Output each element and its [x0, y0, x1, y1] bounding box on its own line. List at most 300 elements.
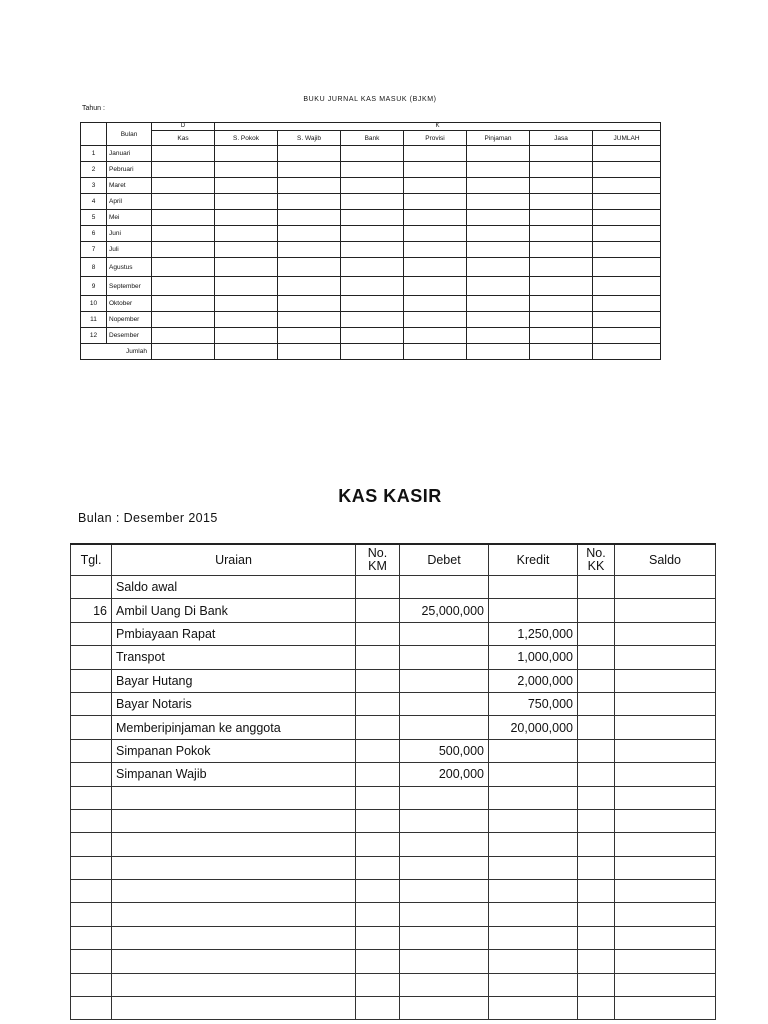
cell-no-km[interactable] — [356, 692, 400, 715]
kas-kasir-row — [71, 926, 716, 949]
bjkm-entry-cell[interactable] — [467, 146, 530, 162]
cell-debet[interactable] — [400, 973, 489, 996]
bjkm-entry-cell[interactable] — [404, 328, 467, 344]
bjkm-month-no: 8 — [81, 258, 107, 277]
bjkm-entry-cell[interactable] — [215, 162, 278, 178]
cell-kredit[interactable] — [489, 950, 578, 973]
cell-saldo[interactable] — [615, 833, 716, 856]
bjkm-entry-cell[interactable] — [593, 258, 661, 277]
bjkm-column-header: Provisi — [404, 131, 467, 146]
bjkm-entry-cell[interactable] — [593, 194, 661, 210]
cell-kredit[interactable] — [489, 576, 578, 599]
bjkm-month-row — [81, 194, 661, 210]
bjkm-month-no: 9 — [81, 277, 107, 296]
cell-uraian[interactable] — [112, 926, 356, 949]
kas-kasir-row — [71, 763, 716, 786]
bjkm-month-row — [81, 226, 661, 242]
cell-no-km[interactable] — [356, 622, 400, 645]
cell-saldo[interactable] — [615, 646, 716, 669]
bjkm-jumlah-cell[interactable] — [215, 344, 278, 360]
cell-tgl[interactable] — [71, 903, 112, 926]
bjkm-entry-cell[interactable] — [278, 162, 341, 178]
cell-no-kk[interactable] — [578, 833, 615, 856]
cell-no-kk[interactable] — [578, 646, 615, 669]
bjkm-entry-cell[interactable] — [593, 242, 661, 258]
cell-saldo[interactable] — [615, 576, 716, 599]
cell-tgl[interactable] — [71, 950, 112, 973]
bjkm-entry-cell[interactable] — [404, 312, 467, 328]
bjkm-entry-cell[interactable] — [215, 258, 278, 277]
bjkm-entry-cell[interactable] — [152, 328, 215, 344]
bjkm-entry-cell[interactable] — [467, 178, 530, 194]
bjkm-entry-cell[interactable] — [404, 194, 467, 210]
bjkm-entry-cell[interactable] — [593, 210, 661, 226]
bjkm-month-row — [81, 242, 661, 258]
bjkm-column-header: Bank — [341, 131, 404, 146]
cell-no-km[interactable] — [356, 833, 400, 856]
cell-no-kk[interactable] — [578, 763, 615, 786]
cell-uraian[interactable] — [112, 950, 356, 973]
header-debet: Debet — [400, 544, 489, 576]
kas-kasir-row — [71, 973, 716, 996]
kas-kasir-row — [71, 856, 716, 879]
bjkm-entry-cell[interactable] — [152, 258, 215, 277]
cell-no-km[interactable] — [356, 599, 400, 622]
bjkm-jumlah-label: Jumlah — [81, 344, 152, 360]
bjkm-jumlah-cell[interactable] — [404, 344, 467, 360]
cell-no-kk[interactable] — [578, 786, 615, 809]
cell-uraian[interactable] — [112, 833, 356, 856]
cell-uraian[interactable]: Bayar Notaris — [112, 692, 356, 715]
bjkm-month-row — [81, 312, 661, 328]
cell-saldo[interactable] — [615, 926, 716, 949]
cell-saldo[interactable] — [615, 786, 716, 809]
bjkm-entry-cell[interactable] — [215, 146, 278, 162]
cell-tgl[interactable] — [71, 669, 112, 692]
bjkm-month-name: September — [107, 277, 152, 296]
cell-tgl[interactable] — [71, 880, 112, 903]
bjkm-bulan-header: Bulan — [107, 123, 152, 146]
kas-kasir-row — [71, 997, 716, 1020]
bjkm-entry-cell[interactable] — [404, 258, 467, 277]
cell-saldo[interactable] — [615, 622, 716, 645]
cell-saldo[interactable] — [615, 763, 716, 786]
cell-debet[interactable] — [400, 833, 489, 856]
cell-uraian[interactable] — [112, 856, 356, 879]
bjkm-month-no: 1 — [81, 146, 107, 162]
kas-kasir-row — [71, 739, 716, 762]
bjkm-entry-cell[interactable] — [152, 242, 215, 258]
bjkm-entry-cell[interactable] — [152, 194, 215, 210]
bjkm-entry-cell[interactable] — [152, 226, 215, 242]
bjkm-entry-cell[interactable] — [530, 258, 593, 277]
cell-debet[interactable] — [400, 809, 489, 832]
cell-saldo[interactable] — [615, 599, 716, 622]
bjkm-entry-cell[interactable] — [341, 258, 404, 277]
cell-saldo[interactable] — [615, 669, 716, 692]
bjkm-month-no: 7 — [81, 242, 107, 258]
bjkm-entry-cell[interactable] — [341, 296, 404, 312]
cell-kredit[interactable] — [489, 763, 578, 786]
bjkm-entry-cell[interactable] — [593, 178, 661, 194]
bjkm-entry-cell[interactable] — [530, 162, 593, 178]
bjkm-entry-cell[interactable] — [278, 178, 341, 194]
cell-kredit[interactable] — [489, 833, 578, 856]
cell-no-kk[interactable] — [578, 809, 615, 832]
cell-tgl[interactable] — [71, 926, 112, 949]
cell-debet[interactable] — [400, 950, 489, 973]
cell-uraian[interactable]: Memberipinjaman ke anggota — [112, 716, 356, 739]
cell-no-km[interactable] — [356, 669, 400, 692]
cell-tgl[interactable]: 16 — [71, 599, 112, 622]
cell-no-kk[interactable] — [578, 692, 615, 715]
bjkm-entry-cell[interactable] — [341, 162, 404, 178]
bjkm-entry-cell[interactable] — [278, 277, 341, 296]
cell-debet[interactable] — [400, 926, 489, 949]
bjkm-entry-cell[interactable] — [530, 328, 593, 344]
kas-kasir-row — [71, 692, 716, 715]
bjkm-entry-cell[interactable] — [215, 194, 278, 210]
bjkm-entry-cell[interactable] — [404, 146, 467, 162]
cell-debet[interactable] — [400, 856, 489, 879]
bjkm-month-name: Oktober — [107, 296, 152, 312]
cell-no-km[interactable] — [356, 950, 400, 973]
cell-no-kk[interactable] — [578, 739, 615, 762]
bjkm-entry-cell[interactable] — [530, 194, 593, 210]
bjkm-jumlah-cell[interactable] — [152, 344, 215, 360]
cell-debet[interactable] — [400, 880, 489, 903]
cell-kredit[interactable] — [489, 599, 578, 622]
header-kredit: Kredit — [489, 544, 578, 576]
bjkm-debit-header: D — [152, 123, 215, 131]
bjkm-month-row — [81, 210, 661, 226]
cell-tgl[interactable] — [71, 856, 112, 879]
cell-kredit[interactable] — [489, 856, 578, 879]
cell-debet[interactable]: 500,000 — [400, 739, 489, 762]
cell-kredit[interactable]: 1,250,000 — [489, 622, 578, 645]
bjkm-entry-cell[interactable] — [404, 226, 467, 242]
bjkm-entry-cell[interactable] — [530, 277, 593, 296]
cell-no-km[interactable] — [356, 646, 400, 669]
header-saldo: Saldo — [615, 544, 716, 576]
cell-no-kk[interactable] — [578, 973, 615, 996]
bjkm-entry-cell[interactable] — [404, 210, 467, 226]
bjkm-entry-cell[interactable] — [152, 162, 215, 178]
bjkm-month-row — [81, 296, 661, 312]
bjkm-entry-cell[interactable] — [152, 277, 215, 296]
bjkm-column-header: Kas — [152, 131, 215, 146]
bjkm-entry-cell[interactable] — [278, 146, 341, 162]
bjkm-entry-cell[interactable] — [341, 146, 404, 162]
bjkm-entry-cell[interactable] — [467, 194, 530, 210]
cell-kredit[interactable] — [489, 809, 578, 832]
bjkm-month-name: Januari — [107, 146, 152, 162]
bjkm-month-no: 11 — [81, 312, 107, 328]
bjkm-entry-cell[interactable] — [467, 258, 530, 277]
bjkm-month-name: Desember — [107, 328, 152, 344]
cell-debet[interactable] — [400, 692, 489, 715]
bjkm-entry-cell[interactable] — [278, 312, 341, 328]
bjkm-entry-cell[interactable] — [593, 162, 661, 178]
kas-kasir-row — [71, 669, 716, 692]
kas-kasir-row — [71, 716, 716, 739]
bjkm-jumlah-cell[interactable] — [467, 344, 530, 360]
cell-saldo[interactable] — [615, 950, 716, 973]
cell-uraian[interactable]: Pmbiayaan Rapat — [112, 622, 356, 645]
bjkm-entry-cell[interactable] — [593, 277, 661, 296]
cell-tgl[interactable] — [71, 646, 112, 669]
cell-debet[interactable]: 200,000 — [400, 763, 489, 786]
cell-debet[interactable] — [400, 576, 489, 599]
bjkm-entry-cell[interactable] — [341, 328, 404, 344]
cell-saldo[interactable] — [615, 856, 716, 879]
cell-debet[interactable] — [400, 646, 489, 669]
cell-saldo[interactable] — [615, 973, 716, 996]
cell-no-kk[interactable] — [578, 599, 615, 622]
bjkm-kredit-header: K — [215, 123, 661, 131]
cell-uraian[interactable] — [112, 786, 356, 809]
bjkm-entry-cell[interactable] — [278, 296, 341, 312]
bjkm-jumlah-cell[interactable] — [593, 344, 661, 360]
cell-debet[interactable] — [400, 716, 489, 739]
cell-uraian[interactable]: Saldo awal — [112, 576, 356, 599]
cell-debet[interactable]: 25,000,000 — [400, 599, 489, 622]
cell-no-kk[interactable] — [578, 669, 615, 692]
cell-no-km[interactable] — [356, 997, 400, 1020]
cell-no-km[interactable] — [356, 786, 400, 809]
cell-uraian[interactable]: Simpanan Pokok — [112, 739, 356, 762]
cell-no-km[interactable] — [356, 576, 400, 599]
kas-kasir-row — [71, 833, 716, 856]
bjkm-month-name: Juni — [107, 226, 152, 242]
cell-tgl[interactable] — [71, 622, 112, 645]
bjkm-entry-cell[interactable] — [530, 178, 593, 194]
cell-no-kk[interactable] — [578, 950, 615, 973]
kas-kasir-row — [71, 809, 716, 832]
bjkm-entry-cell[interactable] — [278, 210, 341, 226]
cell-no-km[interactable] — [356, 856, 400, 879]
bjkm-entry-cell[interactable] — [467, 277, 530, 296]
cell-uraian[interactable]: Transpot — [112, 646, 356, 669]
bjkm-column-header: S. Wajib — [278, 131, 341, 146]
bjkm-entry-cell[interactable] — [278, 242, 341, 258]
kas-kasir-row — [71, 646, 716, 669]
cell-tgl[interactable] — [71, 833, 112, 856]
cell-kredit[interactable] — [489, 786, 578, 809]
bjkm-month-row — [81, 146, 661, 162]
cell-tgl[interactable] — [71, 809, 112, 832]
bjkm-entry-cell[interactable] — [278, 258, 341, 277]
bjkm-entry-cell[interactable] — [404, 296, 467, 312]
cell-no-km[interactable] — [356, 903, 400, 926]
bjkm-entry-cell[interactable] — [593, 226, 661, 242]
cell-uraian[interactable] — [112, 973, 356, 996]
bjkm-entry-cell[interactable] — [467, 296, 530, 312]
cell-saldo[interactable] — [615, 997, 716, 1020]
cell-uraian[interactable]: Ambil Uang Di Bank — [112, 599, 356, 622]
bjkm-entry-cell[interactable] — [215, 210, 278, 226]
bjkm-entry-cell[interactable] — [593, 296, 661, 312]
kas-kasir-row — [71, 599, 716, 622]
bjkm-entry-cell[interactable] — [530, 210, 593, 226]
cell-uraian[interactable] — [112, 809, 356, 832]
cell-no-kk[interactable] — [578, 926, 615, 949]
bjkm-entry-cell[interactable] — [404, 162, 467, 178]
cell-tgl[interactable] — [71, 716, 112, 739]
bjkm-month-row — [81, 277, 661, 296]
bjkm-entry-cell[interactable] — [530, 226, 593, 242]
cell-no-km[interactable] — [356, 973, 400, 996]
cell-no-km[interactable] — [356, 809, 400, 832]
cell-tgl[interactable] — [71, 692, 112, 715]
bjkm-entry-cell[interactable] — [530, 296, 593, 312]
cell-saldo[interactable] — [615, 809, 716, 832]
cell-no-kk[interactable] — [578, 716, 615, 739]
bjkm-entry-cell[interactable] — [467, 210, 530, 226]
cell-uraian[interactable] — [112, 903, 356, 926]
bjkm-entry-cell[interactable] — [530, 242, 593, 258]
bjkm-entry-cell[interactable] — [278, 226, 341, 242]
bjkm-month-row — [81, 162, 661, 178]
cell-uraian[interactable] — [112, 880, 356, 903]
bjkm-entry-cell[interactable] — [341, 312, 404, 328]
bjkm-entry-cell[interactable] — [215, 242, 278, 258]
cell-no-kk[interactable] — [578, 856, 615, 879]
bjkm-entry-cell[interactable] — [467, 312, 530, 328]
bjkm-entry-cell[interactable] — [467, 226, 530, 242]
bjkm-month-row — [81, 328, 661, 344]
bjkm-entry-cell[interactable] — [341, 194, 404, 210]
cell-kredit[interactable] — [489, 973, 578, 996]
bjkm-entry-cell[interactable] — [152, 210, 215, 226]
bjkm-entry-cell[interactable] — [215, 277, 278, 296]
cell-kredit[interactable] — [489, 926, 578, 949]
bjkm-entry-cell[interactable] — [341, 210, 404, 226]
cell-no-km[interactable] — [356, 716, 400, 739]
bjkm-jumlah-cell[interactable] — [278, 344, 341, 360]
bjkm-month-name: Agustus — [107, 258, 152, 277]
bjkm-jumlah-cell[interactable] — [341, 344, 404, 360]
cell-debet[interactable] — [400, 622, 489, 645]
bjkm-entry-cell[interactable] — [530, 312, 593, 328]
bjkm-entry-cell[interactable] — [215, 296, 278, 312]
bjkm-entry-cell[interactable] — [467, 162, 530, 178]
cell-no-km[interactable] — [356, 739, 400, 762]
cell-saldo[interactable] — [615, 739, 716, 762]
cell-uraian[interactable]: Simpanan Wajib — [112, 763, 356, 786]
cell-saldo[interactable] — [615, 692, 716, 715]
bjkm-jumlah-cell[interactable] — [530, 344, 593, 360]
bjkm-entry-cell[interactable] — [341, 226, 404, 242]
bjkm-month-no: 12 — [81, 328, 107, 344]
bjkm-entry-cell[interactable] — [341, 242, 404, 258]
bjkm-title: BUKU JURNAL KAS MASUK (BJKM) — [303, 96, 437, 103]
cell-kredit[interactable]: 1,000,000 — [489, 646, 578, 669]
cell-tgl[interactable] — [71, 763, 112, 786]
cell-tgl[interactable] — [71, 997, 112, 1020]
cell-debet[interactable] — [400, 903, 489, 926]
cell-no-kk[interactable] — [578, 880, 615, 903]
cell-kredit[interactable] — [489, 903, 578, 926]
bjkm-entry-cell[interactable] — [467, 242, 530, 258]
cell-kredit[interactable] — [489, 739, 578, 762]
bjkm-entry-cell[interactable] — [530, 146, 593, 162]
bjkm-entry-cell[interactable] — [152, 178, 215, 194]
cell-kredit[interactable]: 2,000,000 — [489, 669, 578, 692]
cell-uraian[interactable] — [112, 997, 356, 1020]
bjkm-month-no: 5 — [81, 210, 107, 226]
bjkm-month-no: 2 — [81, 162, 107, 178]
bjkm-entry-cell[interactable] — [215, 226, 278, 242]
kas-kasir-row — [71, 903, 716, 926]
cell-tgl[interactable] — [71, 786, 112, 809]
bjkm-entry-cell[interactable] — [278, 328, 341, 344]
kas-kasir-row — [71, 786, 716, 809]
bjkm-month-row — [81, 258, 661, 277]
bjkm-month-name: Maret — [107, 178, 152, 194]
bjkm-jumlah-row — [81, 344, 661, 360]
bjkm-entry-cell[interactable] — [404, 178, 467, 194]
cell-kredit[interactable] — [489, 880, 578, 903]
kas-kasir-body — [71, 576, 716, 1020]
cell-saldo[interactable] — [615, 716, 716, 739]
kas-kasir-row — [71, 880, 716, 903]
cell-tgl[interactable] — [71, 739, 112, 762]
cell-no-km[interactable] — [356, 763, 400, 786]
cell-no-km[interactable] — [356, 926, 400, 949]
cell-no-km[interactable] — [356, 880, 400, 903]
cell-no-kk[interactable] — [578, 622, 615, 645]
bjkm-entry-cell[interactable] — [152, 146, 215, 162]
bjkm-entry-cell[interactable] — [152, 296, 215, 312]
bjkm-entry-cell[interactable] — [467, 328, 530, 344]
bjkm-entry-cell[interactable] — [152, 312, 215, 328]
bjkm-month-no: 6 — [81, 226, 107, 242]
cell-no-kk[interactable] — [578, 997, 615, 1020]
cell-debet[interactable] — [400, 669, 489, 692]
cell-kredit[interactable] — [489, 997, 578, 1020]
bjkm-entry-cell[interactable] — [341, 277, 404, 296]
header-no-km: No. KM — [356, 544, 400, 576]
cell-kredit[interactable]: 20,000,000 — [489, 716, 578, 739]
bjkm-month-name: April — [107, 194, 152, 210]
bjkm-entry-cell[interactable] — [341, 178, 404, 194]
cell-no-kk[interactable] — [578, 576, 615, 599]
cell-kredit[interactable]: 750,000 — [489, 692, 578, 715]
cell-debet[interactable] — [400, 997, 489, 1020]
bjkm-entry-cell[interactable] — [278, 194, 341, 210]
header-no-kk: No. KK — [578, 544, 615, 576]
cell-no-kk[interactable] — [578, 903, 615, 926]
cell-tgl[interactable] — [71, 576, 112, 599]
bjkm-month-name: Nopember — [107, 312, 152, 328]
bjkm-entry-cell[interactable] — [593, 146, 661, 162]
cell-tgl[interactable] — [71, 973, 112, 996]
cell-debet[interactable] — [400, 786, 489, 809]
bjkm-entry-cell[interactable] — [215, 328, 278, 344]
bjkm-table — [80, 122, 661, 360]
bjkm-entry-cell[interactable] — [593, 328, 661, 344]
cell-uraian[interactable]: Bayar Hutang — [112, 669, 356, 692]
bjkm-entry-cell[interactable] — [215, 178, 278, 194]
bjkm-entry-cell[interactable] — [593, 312, 661, 328]
cell-saldo[interactable] — [615, 880, 716, 903]
bjkm-month-no: 4 — [81, 194, 107, 210]
bjkm-entry-cell[interactable] — [215, 312, 278, 328]
bjkm-entry-cell[interactable] — [404, 242, 467, 258]
cell-saldo[interactable] — [615, 903, 716, 926]
bjkm-entry-cell[interactable] — [404, 277, 467, 296]
